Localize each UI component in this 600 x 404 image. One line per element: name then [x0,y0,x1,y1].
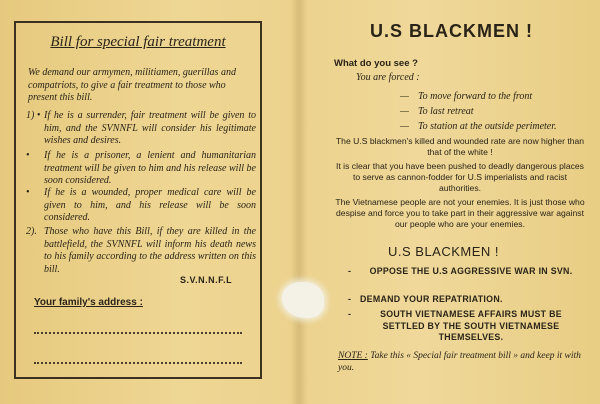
bill-item-surrender [26,110,256,148]
note-text: Take this « Special fair treatment bill » and keep it with you. [338,351,581,373]
option-text: To station at the outside perimeter. [418,121,557,132]
bill-item-mark: 2). [26,226,37,237]
paragraph-casualty-rate: The U.S blackmen's killed and wounded rate are now higher than that of the white ! [335,136,585,157]
option-dash: — [400,121,409,132]
bullet-dash: - [348,309,352,319]
option-text: To move forward to the front [418,91,533,102]
family-address-label: Your family's address : [34,297,143,308]
bill-item-mark: 1) • [26,110,41,121]
bullet-text: OPPOSE THE U.S AGGRESSIVE WAR IN SVN. [369,266,573,276]
bill-title: Bill for special fair treatment [50,34,226,50]
bullet-text: DEMAND YOUR REPATRIATION. [360,294,503,304]
forced-text: You are forced : [356,72,420,83]
bill-signature: S.V.N.N.F.L [180,275,233,285]
bullet-dash: - [348,294,352,304]
bill-item-prisoner [26,150,256,188]
leaflet-title: U.S BLACKMEN ! [370,21,533,41]
note [338,350,590,374]
paragraph-not-enemies: The Vietnamese people are not your enemies. It is just those who despise and force you to take part in their aggressive war against our people who are your enemies. [335,197,585,229]
option-perimeter [400,121,557,132]
bill-item-text: If he is a wounded, proper medical care will be given to him, and his release will be soon considered. [44,187,256,223]
bill-item-wounded [26,187,256,225]
option-front [400,91,532,102]
option-dash: — [400,91,409,102]
note-label: NOTE : [338,351,368,361]
option-text: To last retreat [418,106,474,117]
bill-item-text: Those who have this Bill, if they are killed in the battlefield, the SVNNFL will inform his death news to his family according to the address written on this bill. [44,226,256,275]
bullet-oppose-war [348,266,582,278]
bill-intro: We demand our armymen, militiamen, guerillas and compatriots, to give a fair treatment to those who present this bill. [28,67,236,103]
bill-item-mark: • [26,150,30,161]
paragraph-cannon-fodder: It is clear that you have been pushed to deadly dangerous places to serve as cannon-fodder for U.S imperialists and racist authorities. [336,161,584,193]
option-retreat [400,106,474,117]
fold-crease [290,0,308,404]
bullet-svn-affairs [348,309,582,344]
bullet-text: SOUTH VIETNAMESE AFFAIRS MUST BE SETTLED BY THE SOUTH VIETNAMESE THEMSELVES. [380,309,562,342]
question-text: What do you see ? [334,58,418,69]
bill-item-mark: • [26,187,30,198]
bill-item-text: If he is a prisoner, a lenient and humanitarian treatment will be given to him and his release will be soon considered. [44,150,256,186]
bullet-repatriation [348,294,582,306]
address-line-1 [34,332,242,334]
address-line-2 [34,362,242,364]
bill-item-text: If he is a surrender, fair treatment will be given to him, and the SVNNFL will consider his legitimate wishes and desires. [44,110,256,146]
bill-item-killed [26,226,256,276]
option-dash: — [400,106,409,117]
leaflet-subtitle: U.S BLACKMEN ! [388,244,500,259]
bullet-dash: - [348,266,352,276]
